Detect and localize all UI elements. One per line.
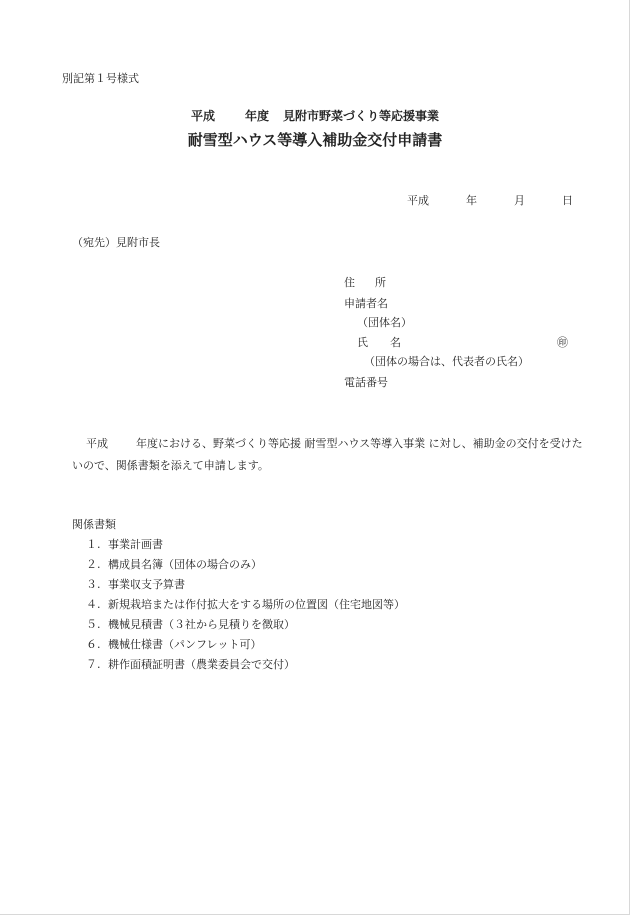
list-item-number: ６.: [86, 638, 101, 651]
list-item: [86, 575, 405, 595]
request-statement: [72, 433, 584, 477]
address-label-part-2: 所: [375, 276, 386, 289]
page-title: 耐雪型ハウス等導入補助金交付申請書: [187, 131, 443, 149]
list-item: [86, 555, 405, 575]
list-item-text: 事業収支予算書: [108, 578, 185, 591]
list-item-number: ４.: [86, 598, 101, 611]
group-name-label: （団体名）: [357, 316, 412, 329]
address-label-part-1: 住: [344, 276, 355, 289]
list-item-text: 耕作面積証明書（農業委員会で交付）: [108, 658, 295, 671]
statement-era: 平成: [86, 437, 108, 450]
list-item-number: ３.: [86, 578, 101, 591]
address-label: [344, 274, 386, 290]
list-item-text: 機械見積書（３社から見積りを徴取）: [108, 618, 295, 631]
date-day: 日: [562, 194, 573, 207]
title-year-suffix: 年度: [244, 109, 269, 123]
list-item: [86, 595, 405, 615]
form-number: 別記第１号様式: [62, 72, 139, 85]
addressee: （宛先）見附市長: [72, 236, 160, 249]
phone-label: 電話番号: [344, 376, 388, 389]
date-era: 平成: [407, 194, 429, 207]
list-item-number: １.: [86, 538, 101, 551]
title-era: 平成: [190, 109, 215, 123]
list-item-number: ２.: [86, 558, 101, 571]
list-item-text: 事業計画書: [108, 538, 163, 551]
list-item-text: 新規栽培または作付拡大をする場所の位置図（住宅地図等）: [108, 598, 405, 611]
list-item: [86, 655, 405, 675]
title-program: 見附市野菜づくり等応援事業: [283, 109, 440, 123]
list-item: [86, 535, 405, 555]
name-label: [357, 334, 401, 350]
list-item: [86, 635, 405, 655]
list-item: [86, 615, 405, 635]
representative-note: （団体の場合は、代表者の氏名）: [364, 355, 529, 368]
date-year: 年: [466, 194, 477, 207]
applicant-label: 申請者名: [344, 297, 388, 310]
name-label-part-2: 名: [390, 336, 401, 349]
seal-mark: ㊞: [557, 336, 568, 349]
name-label-part-1: 氏: [357, 336, 368, 349]
date-month: 月: [514, 194, 525, 207]
list-item-number: ７.: [86, 658, 101, 671]
statement-text: 年度における、野菜づくり等応援 耐雪型ハウス等導入事業 に対し、補助金の交付を受けたいので、関係書類を添えて申請します。: [72, 437, 583, 472]
documents-list: [86, 535, 405, 675]
documents-heading: 関係書類: [72, 518, 116, 531]
list-item-number: ５.: [86, 618, 101, 631]
title-subheading: [0, 107, 630, 124]
list-item-text: 構成員名簿（団体の場合のみ）: [108, 558, 262, 571]
list-item-text: 機械仕様書（パンフレット可）: [108, 638, 262, 651]
